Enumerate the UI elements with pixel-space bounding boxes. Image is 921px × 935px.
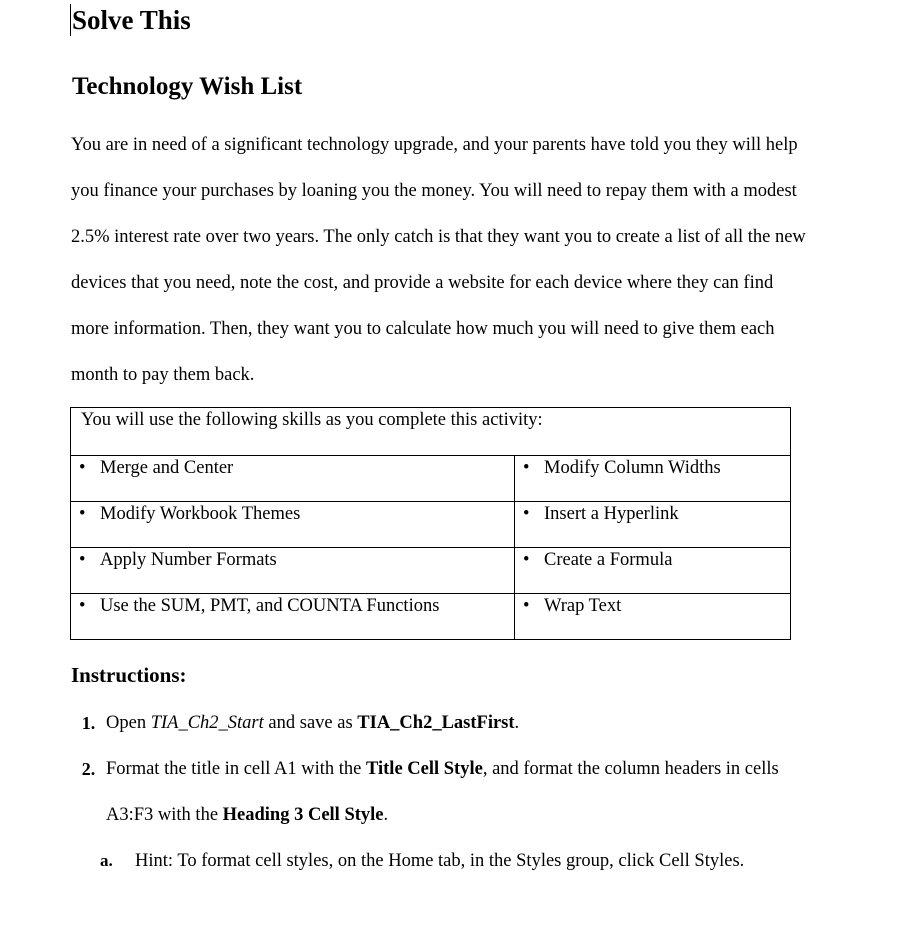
step-number: 2. bbox=[81, 759, 96, 779]
table-row bbox=[71, 594, 791, 640]
bullet-icon: • bbox=[523, 504, 530, 524]
style-name: Title Cell Style bbox=[366, 759, 483, 779]
style-name: Heading 3 Cell Style bbox=[222, 805, 384, 825]
substep-label: a. bbox=[100, 851, 113, 870]
table-row bbox=[71, 548, 791, 594]
bullet-icon: • bbox=[523, 458, 530, 478]
bullet-icon: • bbox=[79, 596, 86, 616]
instruction-list bbox=[71, 700, 811, 884]
skills-table-header: You will use the following skills as you complete this activity: bbox=[71, 408, 791, 456]
step-text: Format the title in cell A1 with the Title Cell Style, and format the column headers in cells A3:F3 with the Heading 3 Cell Style. bbox=[106, 759, 779, 825]
bullet-icon: • bbox=[523, 596, 530, 616]
bullet-icon: • bbox=[79, 504, 86, 524]
intro-paragraph: You are in need of a significant technology upgrade, and your parents have told you they will help you finance your purchases by loaning you the money. You will need to repay them with a modest 2.5% interest rate over two years. The only catch is that they want you to create a list of all the new devices that you need, note the cost, and provide a website for each device where they can find more information. Then, they want you to calculate how much you will need to give them each month to pay them back. bbox=[71, 135, 806, 385]
bullet-icon: • bbox=[523, 550, 530, 570]
skills-table bbox=[70, 407, 791, 640]
bullet-icon: • bbox=[79, 550, 86, 570]
list-item bbox=[71, 746, 811, 838]
table-row bbox=[71, 502, 791, 548]
instructions-heading: Instructions: bbox=[71, 663, 187, 687]
text-cursor bbox=[70, 4, 71, 36]
section-heading: Solve This bbox=[72, 5, 191, 35]
skill-item: Wrap Text bbox=[544, 596, 622, 616]
skill-item: Merge and Center bbox=[100, 458, 234, 478]
substep-text: Hint: To format cell styles, on the Home tab, in the Styles group, click Cell Styles. bbox=[135, 851, 745, 871]
skill-item: Apply Number Formats bbox=[100, 550, 277, 570]
skill-item: Use the SUM, PMT, and COUNTA Functions bbox=[100, 596, 440, 616]
start-file-name: TIA_Ch2_Start bbox=[150, 713, 264, 733]
skill-item: Insert a Hyperlink bbox=[544, 504, 679, 524]
document-title: Technology Wish List bbox=[72, 73, 303, 100]
step-number: 1. bbox=[81, 713, 96, 733]
save-file-name: TIA_Ch2_LastFirst bbox=[357, 713, 515, 733]
list-item bbox=[71, 700, 811, 746]
bullet-icon: • bbox=[79, 458, 86, 478]
skill-item: Create a Formula bbox=[544, 550, 673, 570]
skill-item: Modify Column Widths bbox=[544, 458, 721, 478]
table-row bbox=[71, 456, 791, 502]
step-text: Open TIA_Ch2_Start and save as TIA_Ch2_LastFirst. bbox=[106, 713, 520, 733]
skill-item: Modify Workbook Themes bbox=[100, 504, 301, 524]
list-item bbox=[100, 838, 811, 884]
